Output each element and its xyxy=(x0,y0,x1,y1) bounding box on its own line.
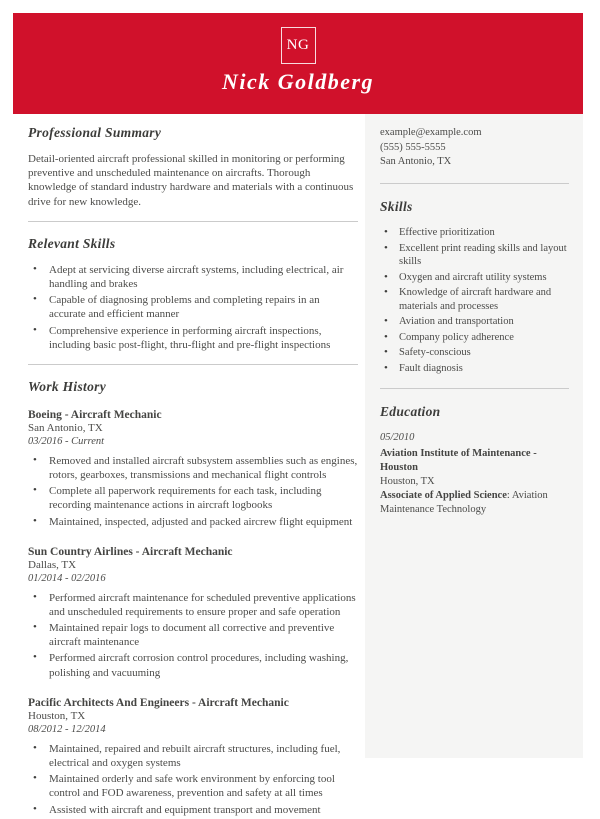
list-item-text: Fault diagnosis xyxy=(399,362,463,374)
job-entry xyxy=(28,546,358,680)
list-item xyxy=(28,591,358,619)
list-item-text: Maintained repair logs to document all corrective and preventive aircraft maintenance xyxy=(49,622,335,649)
bullet-icon: • xyxy=(33,293,37,306)
sidebar xyxy=(365,114,583,758)
list-item-text: Adept at servicing diverse aircraft systems, including electrical, air handling and brakes xyxy=(49,263,344,290)
list-item-text: Performed aircraft corrosion control procedures, including washing, polishing and vacuuming xyxy=(49,652,349,679)
list-item-text: Aviation and transportation xyxy=(399,316,514,328)
education-degree-detail: : Aviation Maintenance Technology xyxy=(380,490,548,516)
list-item-text: Performed aircraft maintenance for scheduled preventive applications and unscheduled requirements to ensure proper and safe operation xyxy=(49,591,356,618)
divider xyxy=(28,364,358,365)
job-entry xyxy=(28,409,358,529)
bullet-icon: • xyxy=(33,802,37,815)
education-degree-name: Associate of Applied Science xyxy=(380,490,507,502)
bullet-icon: • xyxy=(384,286,388,299)
candidate-name: Nick Goldberg xyxy=(221,69,375,94)
section-relevant-skills xyxy=(28,236,358,352)
section-title-professional-summary: Professional Summary xyxy=(28,125,162,140)
education-school: Aviation Institute of Maintenance - Houston xyxy=(380,447,537,473)
list-item xyxy=(380,346,569,360)
list-item xyxy=(28,293,358,321)
list-item xyxy=(28,324,358,352)
bullet-icon: • xyxy=(384,330,388,343)
bullet-icon: • xyxy=(384,241,388,254)
section-title-relevant-skills: Relevant Skills xyxy=(28,235,116,251)
contact-block xyxy=(380,126,569,170)
job-dates: 01/2014 - 02/2016 xyxy=(28,573,106,585)
bullet-icon: • xyxy=(384,226,388,239)
relevant-skills-list xyxy=(28,263,358,352)
bullet-icon: • xyxy=(33,741,37,754)
bullet-icon: • xyxy=(33,651,37,664)
list-item xyxy=(28,742,358,770)
list-item xyxy=(28,263,358,291)
list-item-text: Removed and installed aircraft subsystem assemblies such as engines, rotors, gearboxes, transmissions and mechanical flight controls xyxy=(49,454,358,481)
bullet-icon: • xyxy=(384,270,388,283)
list-item-text: Effective prioritization xyxy=(399,227,495,239)
summary-text: Detail-oriented aircraft professional skilled in monitoring or performing preventive and unscheduled maintenance on aircrafts. Thorough knowledge of standard industry hardware and materials with a continuous drive for new knowledge. xyxy=(28,153,354,208)
list-item xyxy=(380,331,569,345)
section-title-skills: Skills xyxy=(380,199,413,215)
bullet-icon: • xyxy=(384,346,388,359)
bullet-icon: • xyxy=(33,621,37,634)
list-item xyxy=(380,286,569,313)
main-column xyxy=(28,114,358,819)
skills-list xyxy=(380,226,569,375)
section-title-education: Education xyxy=(380,404,441,420)
list-item xyxy=(28,803,358,817)
list-item-text: Maintained, inspected, adjusted and packed aircrew flight equipment xyxy=(49,515,353,528)
list-item xyxy=(380,226,569,240)
education-date: 05/2010 xyxy=(380,432,415,444)
list-item xyxy=(380,271,569,285)
list-item-text: Company policy adherence xyxy=(399,331,514,343)
bullet-icon: • xyxy=(33,484,37,497)
list-item xyxy=(28,772,358,800)
bullet-icon: • xyxy=(33,514,37,527)
job-bullet-list xyxy=(28,454,358,529)
list-item xyxy=(28,515,358,529)
job-location: Houston, TX xyxy=(28,709,86,722)
education-degree xyxy=(380,489,569,517)
list-item xyxy=(380,362,569,376)
list-item-text: Oxygen and aircraft utility systems xyxy=(399,271,547,283)
job-bullet-list xyxy=(28,591,358,680)
job-location: Dallas, TX xyxy=(28,558,77,571)
list-item xyxy=(28,484,358,512)
list-item-text: Assisted with aircraft and equipment transport and movement xyxy=(49,803,321,816)
section-skills xyxy=(380,199,569,375)
job-bullet-list xyxy=(28,742,358,817)
header-band xyxy=(13,13,583,114)
divider xyxy=(380,388,569,389)
divider xyxy=(28,221,358,222)
list-item-text: Maintained orderly and safe work environment by enforcing tool control and FOD awareness, prevention and safety at all times xyxy=(49,773,335,800)
work-history-jobs xyxy=(28,409,358,817)
bullet-icon: • xyxy=(33,262,37,275)
contact-email: example@example.com xyxy=(380,127,482,138)
list-item-text: Capable of diagnosing problems and completing repairs in an accurate and efficient manner xyxy=(49,294,320,321)
section-work-history xyxy=(28,379,358,817)
job-location: San Antonio, TX xyxy=(28,421,103,434)
section-title-work-history: Work History xyxy=(28,378,106,394)
education-location: Houston, TX xyxy=(380,475,435,487)
bullet-icon: • xyxy=(384,361,388,374)
list-item xyxy=(28,651,358,679)
section-education xyxy=(380,404,569,517)
contact-phone: (555) 555-5555 xyxy=(380,141,446,153)
contact-location: San Antonio, TX xyxy=(380,156,452,168)
list-item xyxy=(28,454,358,482)
list-item-text: Maintained, repaired and rebuilt aircraft structures, including fuel, electrical and oxygen systems xyxy=(49,742,341,769)
list-item-text: Knowledge of aircraft hardware and materials and processes xyxy=(399,287,552,312)
bullet-icon: • xyxy=(33,453,37,466)
list-item xyxy=(28,621,358,649)
bullet-icon: • xyxy=(384,315,388,328)
list-item-text: Comprehensive experience in performing aircraft inspections, including basic post-flight, thru-flight and pre-flight inspections xyxy=(49,324,331,351)
job-dates: 08/2012 - 12/2014 xyxy=(28,724,106,736)
bullet-icon: • xyxy=(33,590,37,603)
list-item-text: Complete all paperwork requirements for each task, including recording maintenance actions in aircraft logbooks xyxy=(49,485,322,512)
monogram-badge xyxy=(281,27,316,64)
job-entry xyxy=(28,697,358,817)
bullet-icon: • xyxy=(33,772,37,785)
job-title: Pacific Architects And Engineers - Aircraft Mechanic xyxy=(28,696,289,709)
divider xyxy=(380,183,569,184)
job-dates: 03/2016 - Current xyxy=(28,436,105,448)
list-item-text: Safety-conscious xyxy=(399,347,471,359)
list-item-text: Excellent print reading skills and layout skills xyxy=(399,242,567,268)
section-professional-summary xyxy=(28,125,358,209)
job-title: Sun Country Airlines - Aircraft Mechanic xyxy=(28,545,233,558)
bullet-icon: • xyxy=(33,323,37,336)
list-item xyxy=(380,315,569,329)
list-item xyxy=(380,242,569,269)
monogram-initials: NG xyxy=(286,37,310,53)
job-title: Boeing - Aircraft Mechanic xyxy=(28,408,162,421)
